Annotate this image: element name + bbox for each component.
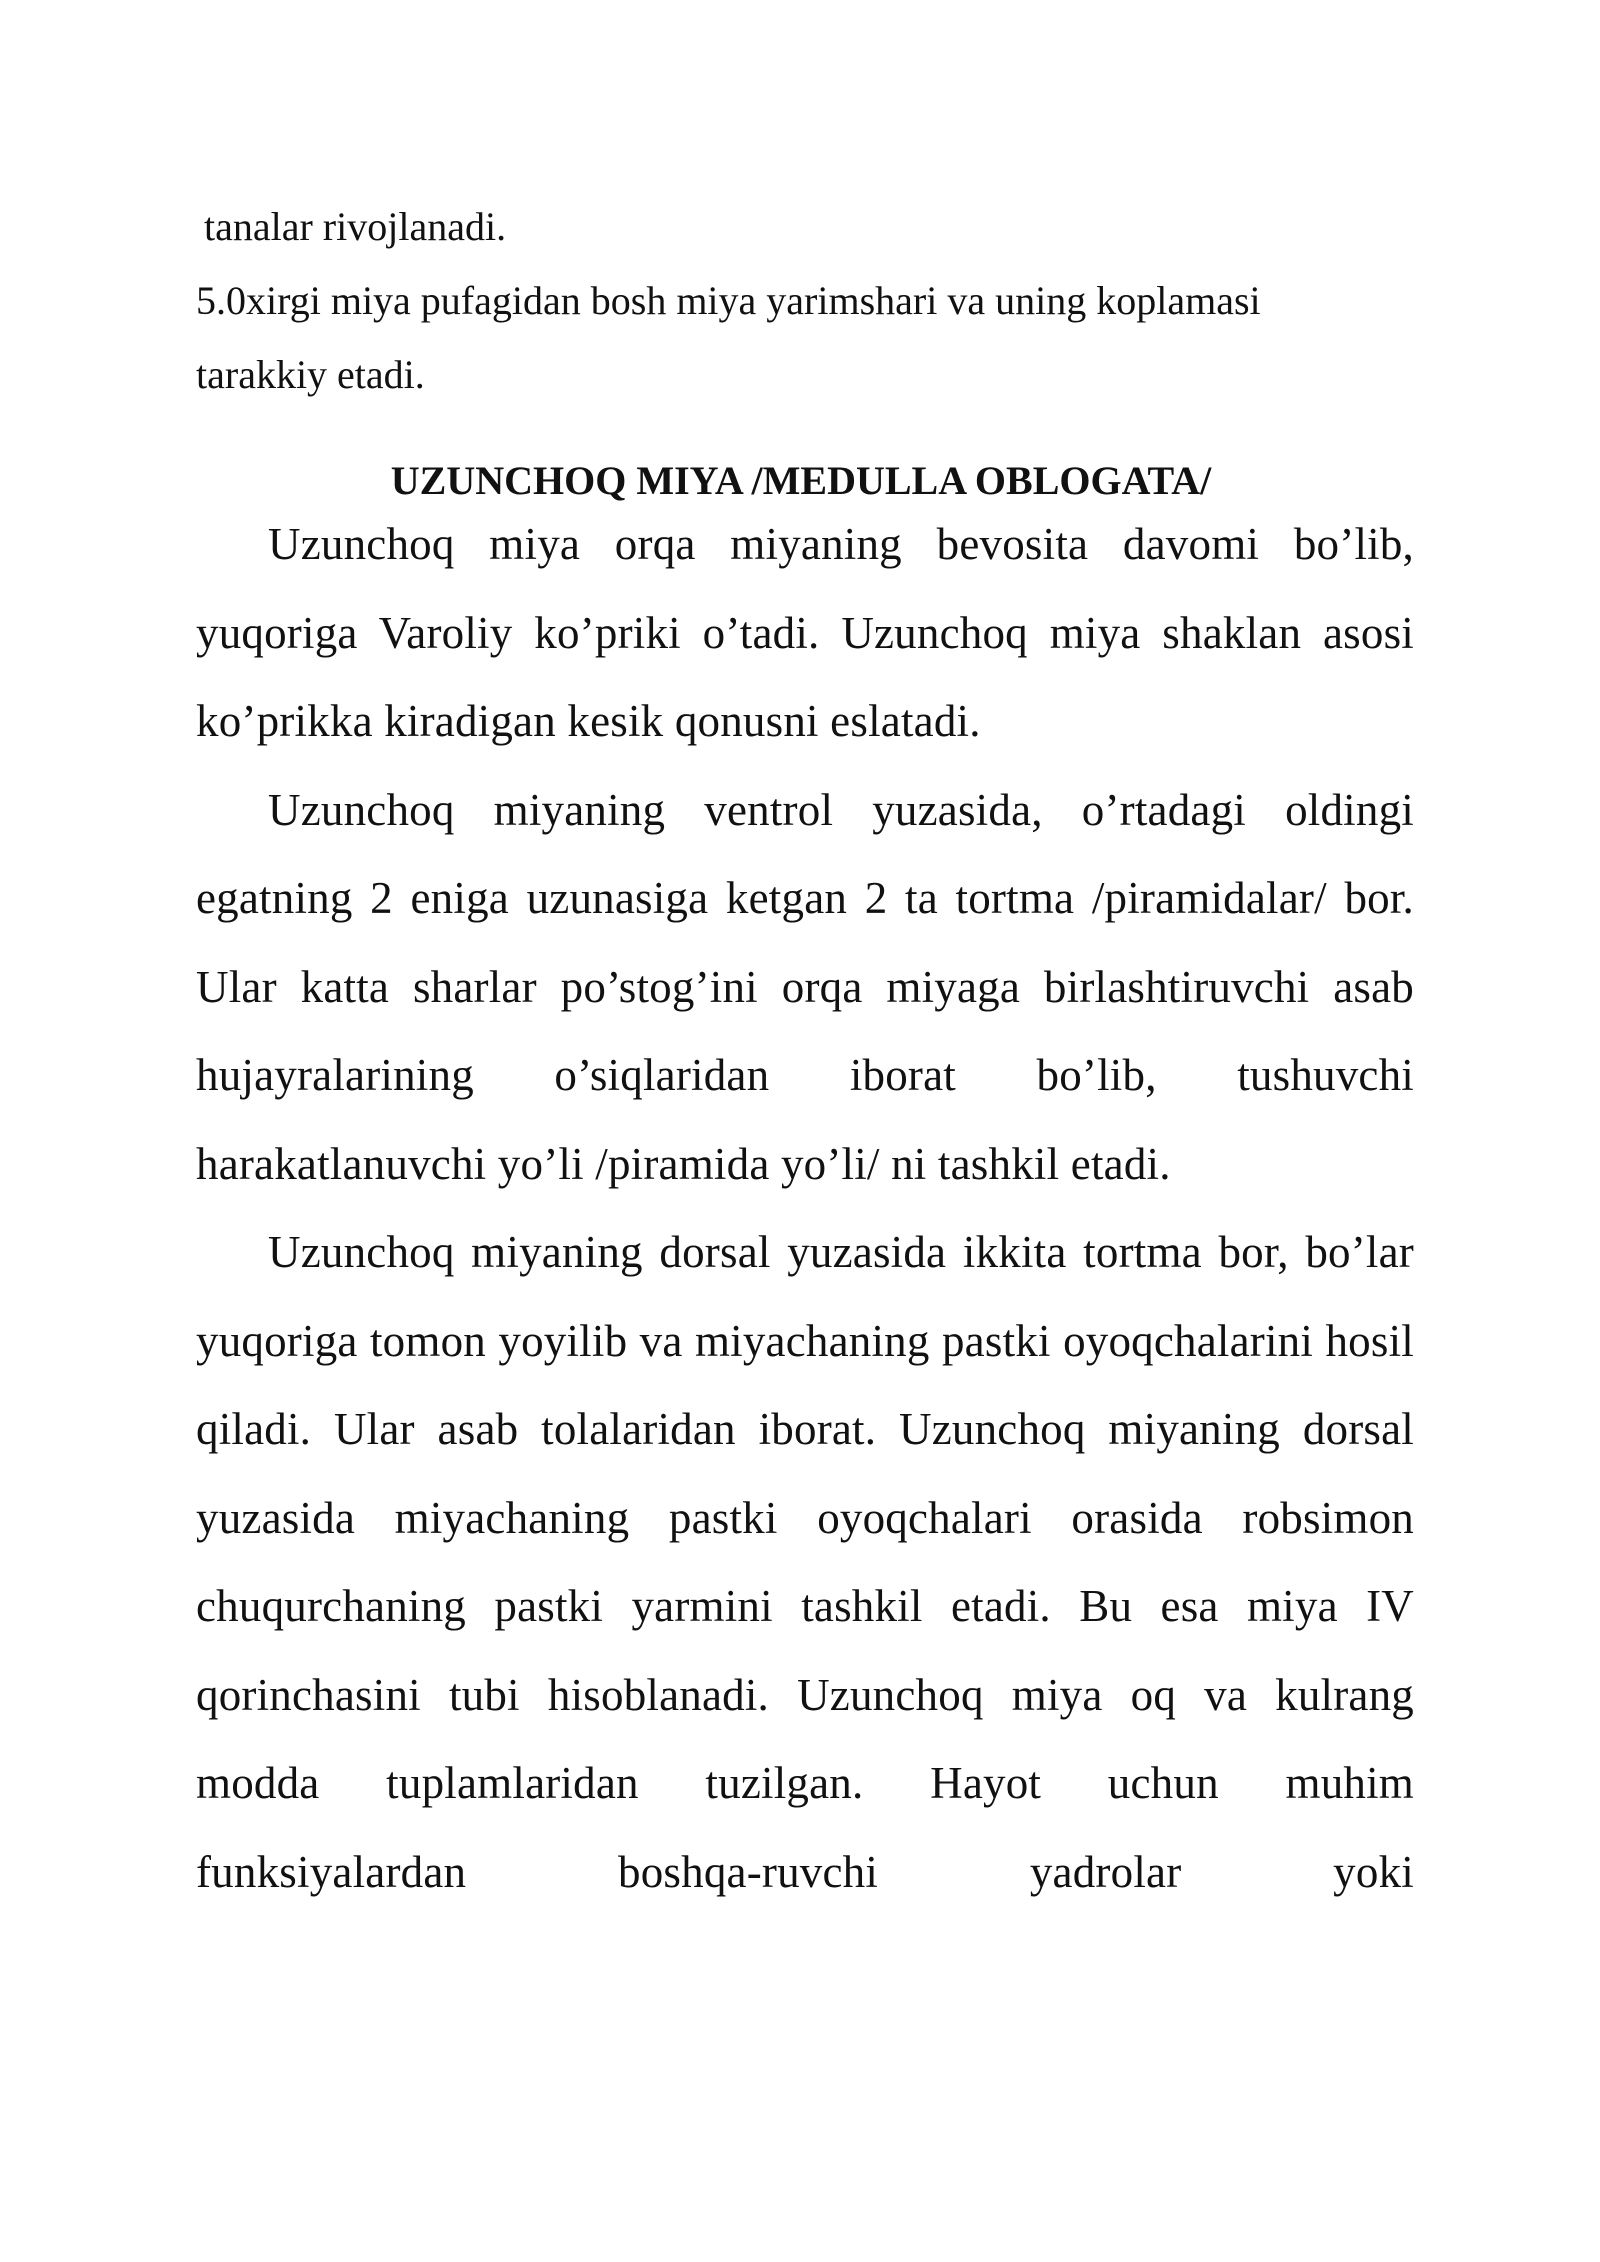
intro-line: 5.0xirgi miya pufagidan bosh miya yarimshari va uning koplamasi <box>196 278 1261 323</box>
intro-line: tarakkiy etadi. <box>196 352 425 397</box>
intro-line: tanalar rivojlanadi. <box>204 204 507 249</box>
paragraph: Uzunchoq miyaning ventrol yuzasida, o’rtadagi oldingi egatning 2 eniga uzunasiga ketgan 2 ta tortma /piramidalar/ bor. Ular katta sharlar po’stog’ini orqa miyaga birlashtiruvchi asab hujayralarining o’siqlaridan iborat bo’lib, tushuvchi harakatlanuvchi yo’li /piramida yo’li/ ni tashkil etadi. <box>196 784 1414 1189</box>
paragraph: Uzunchoq miya orqa miyaning bevosita davomi bo’lib, yuqoriga Varoliy ko’priki o’tadi. Uzunchoq miya shaklan asosi ko’prikka kiradigan kesik qonusni eslatadi. <box>196 519 1414 746</box>
paragraph: Uzunchoq miyaning dorsal yuzasida ikkita tortma bor, bo’lar yuqoriga tomon yoyilib va miyachaning pastki oyoqchalarini hosil qiladi. Ular asab tolalaridan iborat. Uzunchoq miyaning dorsal yuzasida miyachaning pastki oyoqchalari orasida robsimon chuqurchaning pastki yarmini tashkil etadi. Bu esa miya IV qorinchasini tubi hisoblanadi. Uzunchoq miya oq va kulrang modda tuplamlaridan tuzilgan. Hayot uchun muhim funksiyalardan boshqa-ruvchi yadrolar yoki <box>196 1227 1414 1897</box>
document-page <box>196 190 1414 1916</box>
section-heading: UZUNCHOQ MIYA /MEDULLA OBLOGATA/ <box>390 458 1212 503</box>
